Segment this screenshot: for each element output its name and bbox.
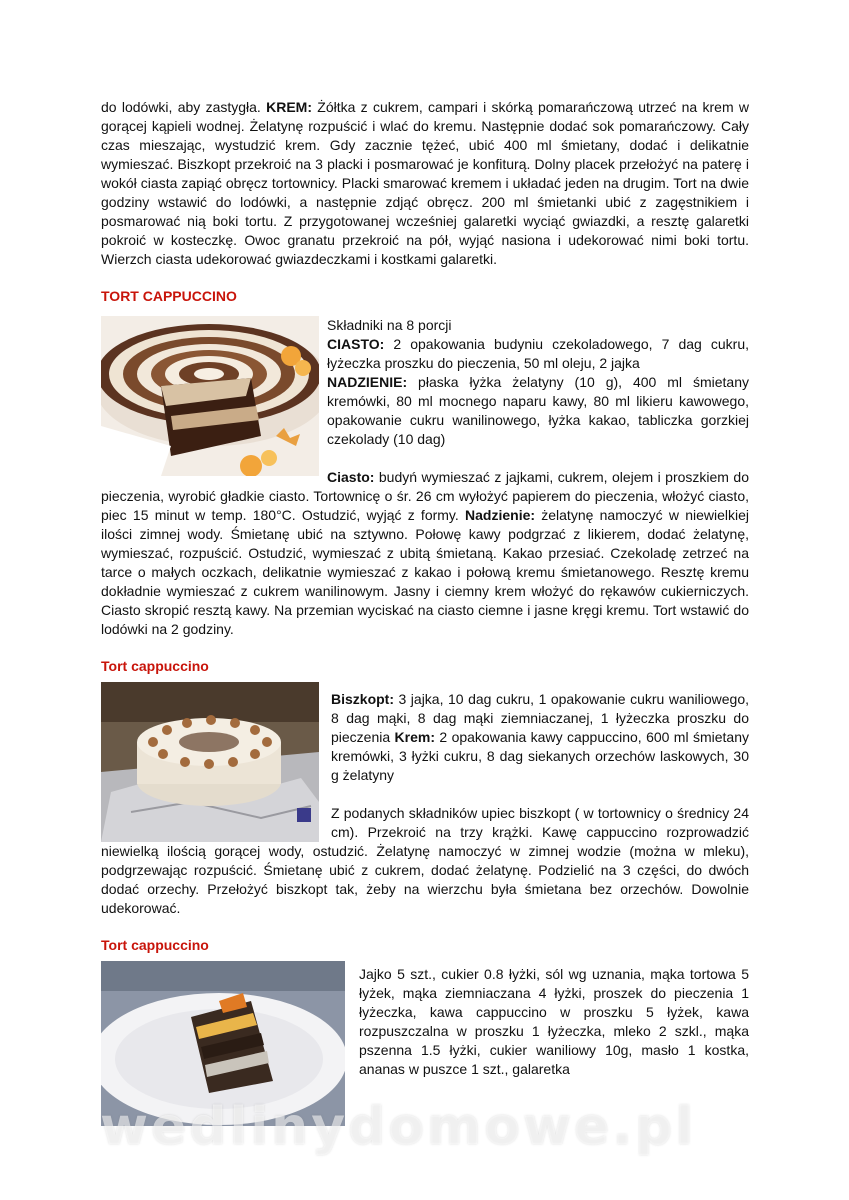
recipe-3	[101, 961, 749, 1126]
biszkopt-label: Biszkopt:	[331, 691, 394, 707]
recipe-1-title: TORT CAPPUCCINO	[101, 288, 237, 304]
recipe-3-ingredients-text: Jajko 5 szt., cukier 0.8 łyżki, sól wg uznania, mąka tortowa 5 łyżek, mąka ziemniaczana 4 łyżki, proszek do pieczenia 1 łyżeczka, kawa cappuccino w proszku 5 łyżek, kawa rozpuszczalna w proszku 1 łyżeczka, mleko 2 szkl., mąka pszenna 1.5 łyżki, cukier waniliowy 10g, masło 1 kostka, ananas w puszce 1 szt., galaretka	[359, 966, 749, 1077]
recipe-1-photo	[101, 316, 319, 476]
recipe-2-photo	[101, 682, 319, 842]
recipe-2-method-text: Z podanych składników upiec biszkopt ( w tortownicy o średnicy 24 cm). Przekroić na trzy krążki. Kawę cappuccino rozprowadzić niewielką ilością gorącej wody, ostudzić. Żelatynę namoczyć w zimnej wodzie (można w mleku), podgrzewając rozpuścić. Śmietanę ubić z cukrem, dodać żelatynę. Podzielić na 3 części, do dwóch dodać orzechy. Przełożyć biszkopt tak, żeby na wierzchu była śmietana bez orzechów. Dowolnie udekorować.	[101, 805, 749, 916]
intro-text-2: Żółtka z cukrem, campari i skórką pomarańczową utrzeć na krem w gorącej kąpieli wodnej. Żelatynę rozpuścić i wlać do kremu. Następnie dodać sok pomarańczowy. Cały czas mieszając, wystudzić krem. Gdy zacznie tężeć, ubić 400 ml śmietany, dodać i delikatnie wymieszać. Biszkopt przekroić na 3 placki i posmarować je konfiturą. Dolny placek przełożyć na paterę i wokół ciasta zapiąć obręcz tortownicy. Placki smarować kremem i układać jeden na drugim. Tort na dwie godziny wstawić do lodówki, a następnie zdjąć obręcz. 200 ml śmietanki ubić z zagęstnikiem i posmarować nią boki tortu. Z przygotowanej wcześniej galaretki wyciąć gwiazdki, a resztę galaretki pokroić w kosteczkę. Owoc granatu przekroić na pół, wyjąć nasiona i udekorować nimi boki tortu. Wierzch ciasta udekorować gwiazdeczkami i kostkami galaretki.	[101, 99, 749, 267]
ciasto-text: 2 opakowania budyniu czekoladowego, 7 dag cukru, łyżeczka proszku do pieczenia, 50 ml oleju, 2 jajka	[327, 336, 749, 371]
krem2-label: Krem:	[394, 729, 436, 745]
krem2-text: 2 opakowania kawy cappuccino, 600 ml śmietany kremówki, 3 łyżki cukru, 8 dag siekanych orzechów laskowych, 30 g żelatyny	[331, 729, 749, 783]
recipe-1	[101, 316, 749, 639]
recipe-2-title: Tort cappuccino	[101, 658, 209, 674]
servings-text: Składniki na 8 porcji	[327, 317, 452, 333]
method-nadzienie-label: Nadzienie:	[465, 507, 536, 523]
recipe-3-photo	[101, 961, 345, 1126]
krem-label: KREM:	[266, 99, 312, 115]
ciasto-label: CIASTO:	[327, 336, 385, 352]
document-page	[101, 98, 749, 1126]
intro-paragraph	[101, 98, 749, 269]
method-ciasto-text: budyń wymieszać z jajkami, cukrem, olejem i proszkiem do pieczenia, wyrobić gładkie ciasto. Tortownicę o śr. 26 cm wyłożyć papierem do pieczenia, włożyć ciasto, piec 15 minut w temp. 180°C. Ostudzić, wyjąć z formy.	[101, 469, 749, 523]
recipe-2	[101, 682, 749, 918]
recipe-1-method	[101, 468, 749, 639]
intro-text-1: do lodówki, aby zastygła.	[101, 99, 267, 115]
nadzienie-text: płaska łyżka żelatyny (10 g), 400 ml śmietany kremówki, 80 ml mocnego naparu kawy, 80 ml likieru kawowego, opakowanie cukru wanilinowego, łyżka kakao, tabliczka gorzkiej czekolady (10 dag)	[327, 374, 749, 447]
watermark: wedlinydomowe.pl	[100, 1097, 697, 1157]
nadzienie-label: NADZIENIE:	[327, 374, 408, 390]
recipe-3-title: Tort cappuccino	[101, 937, 209, 953]
biszkopt-text: 3 jajka, 10 dag cukru, 1 opakowanie cukru waniliowego, 8 dag mąki, 8 dag mąki ziemniaczanej, 1 łyżeczka proszku do pieczenia	[331, 691, 749, 745]
method-nadzienie-text: żelatynę namoczyć w niewielkiej ilości zimnej wody. Śmietanę ubić na sztywno. Połowę kawy podgrzać z likierem, dodać żelatynę, wymieszać, rozpuścić. Ostudzić, wymieszać z ubitą śmietaną. Kakao przesiać. Czekoladę zetrzeć na tarce o małych oczkach, delikatnie wymieszać z kakao i połową kremu śmietanowego. Resztę kremu dokładnie wymieszać z cukrem wanilinowym. Jasny i ciemny krem włożyć do rękawów cukierniczych. Ciasto skropić resztą kawy. Na przemian wyciskać na ciasto ciemne i jasne kręgi kremu. Tort wstawić do lodówki na 2 godziny.	[101, 507, 750, 637]
method-ciasto-label: Ciasto:	[327, 469, 375, 485]
